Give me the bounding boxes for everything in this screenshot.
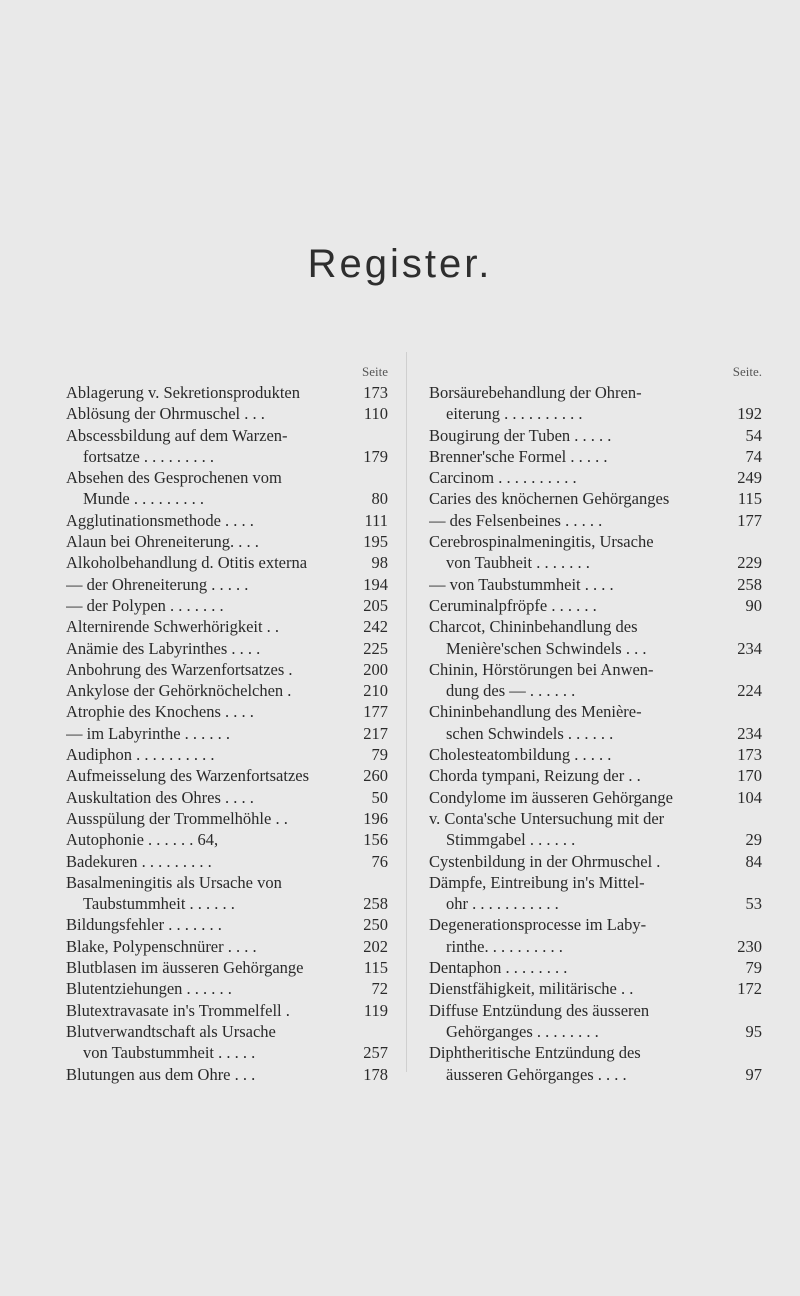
entry-text: Blutungen aus dem Ohre . . . bbox=[66, 1064, 256, 1084]
page-number: 72 bbox=[368, 978, 389, 999]
page-number: 258 bbox=[359, 893, 388, 914]
entry-text: dung des — . . . . . . bbox=[446, 681, 576, 701]
entry-text: Munde . . . . . . . . . bbox=[83, 489, 204, 509]
page-number: 230 bbox=[733, 936, 762, 957]
left-column bbox=[66, 364, 388, 1085]
entry-text: Badekuren . . . . . . . . . bbox=[66, 851, 212, 871]
entry-text: Ablösung der Ohrmuschel . . . bbox=[66, 404, 265, 424]
page-number: 173 bbox=[733, 744, 762, 765]
page-number: 242 bbox=[359, 616, 388, 637]
index-entry bbox=[66, 574, 388, 595]
page-number: 217 bbox=[359, 723, 388, 744]
index-entry bbox=[429, 1042, 762, 1063]
entry-text: Cystenbildung in der Ohrmuschel . bbox=[429, 851, 661, 871]
entry-text: Cholesteatombildung . . . . . bbox=[429, 745, 612, 765]
index-entry bbox=[66, 872, 388, 893]
entry-text: Anämie des Labyrinthes . . . . bbox=[66, 638, 261, 658]
index-entry bbox=[429, 914, 762, 935]
page-number: 200 bbox=[359, 659, 388, 680]
entry-text: Dämpfe, Eintreibung in's Mittel- bbox=[429, 872, 645, 892]
index-entry bbox=[429, 1000, 762, 1021]
page-number: 179 bbox=[359, 446, 388, 467]
index-entry bbox=[66, 808, 388, 829]
entry-text: Dentaphon . . . . . . . . bbox=[429, 958, 568, 978]
entry-text: Diphtheritische Entzündung des bbox=[429, 1043, 641, 1063]
page-number: 172 bbox=[733, 978, 762, 999]
page-number: 229 bbox=[733, 552, 762, 573]
page-number: 115 bbox=[360, 957, 388, 978]
entry-text: Caries des knöchernen Gehörganges bbox=[429, 489, 670, 509]
page-number: 97 bbox=[742, 1064, 763, 1085]
index-entry bbox=[429, 531, 762, 552]
index-entry bbox=[66, 851, 388, 872]
entry-text: Ausspülung der Trommelhöhle . . bbox=[66, 808, 288, 828]
index-entry bbox=[429, 723, 762, 744]
entry-text: Ceruminalpfröpfe . . . . . . bbox=[429, 595, 597, 615]
index-entry bbox=[66, 531, 388, 552]
page-number: 115 bbox=[734, 488, 762, 509]
index-entry bbox=[429, 680, 762, 701]
entry-text: ohr . . . . . . . . . . . bbox=[446, 894, 559, 914]
entry-text: — der Ohreneiterung . . . . . bbox=[66, 574, 249, 594]
page-number: 194 bbox=[359, 574, 388, 595]
entry-text: Charcot, Chininbehandlung des bbox=[429, 617, 638, 637]
index-entry bbox=[429, 1064, 762, 1085]
index-entry bbox=[66, 723, 388, 744]
page-number: 119 bbox=[360, 1000, 388, 1021]
entry-text: Agglutinationsmethode . . . . bbox=[66, 510, 254, 530]
entry-text: rinthe. . . . . . . . . . bbox=[446, 936, 563, 956]
page-number: 29 bbox=[742, 829, 763, 850]
entry-text: Ankylose der Gehörknöchelchen . bbox=[66, 681, 292, 701]
page-number: 234 bbox=[733, 638, 762, 659]
entry-text: von Taubstummheit . . . . . bbox=[83, 1043, 256, 1063]
index-entry bbox=[66, 467, 388, 488]
entry-text: Blutverwandtschaft als Ursache bbox=[66, 1021, 276, 1041]
index-entry bbox=[66, 638, 388, 659]
entry-text: von Taubheit . . . . . . . bbox=[446, 553, 590, 573]
index-entry bbox=[429, 851, 762, 872]
page-number: 249 bbox=[733, 467, 762, 488]
page-number: 260 bbox=[359, 765, 388, 786]
entry-text: — im Labyrinthe . . . . . . bbox=[66, 723, 231, 743]
index-entry bbox=[429, 552, 762, 573]
index-entry bbox=[429, 446, 762, 467]
entry-text: Abscessbildung auf dem Warzen- bbox=[66, 425, 288, 445]
entry-text: Menière'schen Schwindels . . . bbox=[446, 638, 647, 658]
entry-text: Bougirung der Tuben . . . . . bbox=[429, 425, 612, 445]
index-entry bbox=[66, 978, 388, 999]
right-entries bbox=[429, 382, 762, 1085]
page-number: 111 bbox=[360, 510, 388, 531]
page-number: 250 bbox=[359, 914, 388, 935]
index-entry bbox=[429, 574, 762, 595]
page-number: 76 bbox=[368, 851, 389, 872]
entry-text: äusseren Gehörganges . . . . bbox=[446, 1064, 627, 1084]
page-number: 225 bbox=[359, 638, 388, 659]
entry-text: Brenner'sche Formel . . . . . bbox=[429, 446, 608, 466]
page-number: 79 bbox=[742, 957, 763, 978]
entry-text: Autophonie . . . . . . 64, bbox=[66, 830, 219, 850]
index-entry bbox=[429, 616, 762, 637]
index-entry bbox=[66, 616, 388, 637]
index-entry bbox=[429, 744, 762, 765]
index-entry bbox=[429, 510, 762, 531]
page-number: 84 bbox=[742, 851, 763, 872]
index-entry bbox=[429, 808, 762, 829]
index-entry bbox=[66, 425, 388, 446]
page-number: 50 bbox=[368, 787, 389, 808]
index-entry bbox=[66, 382, 388, 403]
page-number: 74 bbox=[742, 446, 763, 467]
index-entry bbox=[66, 595, 388, 616]
page-number: 234 bbox=[733, 723, 762, 744]
index-entry bbox=[66, 1042, 388, 1063]
index-entry bbox=[66, 936, 388, 957]
entry-text: Dienstfähigkeit, militärische . . bbox=[429, 979, 634, 999]
index-entry bbox=[429, 765, 762, 786]
column-divider bbox=[406, 352, 407, 1072]
seite-header-right: Seite. bbox=[732, 364, 762, 379]
index-entry bbox=[66, 659, 388, 680]
index-entry bbox=[429, 829, 762, 850]
entry-text: Taubstummheit . . . . . . bbox=[83, 894, 235, 914]
page-number: 53 bbox=[742, 893, 763, 914]
index-entry bbox=[66, 701, 388, 722]
index-entry bbox=[66, 1000, 388, 1021]
index-entry bbox=[66, 1064, 388, 1085]
page-number: 110 bbox=[360, 403, 388, 424]
entry-text: Chinin, Hörstörungen bei Anwen- bbox=[429, 659, 654, 679]
page-number: 258 bbox=[733, 574, 762, 595]
index-entry bbox=[429, 382, 762, 403]
index-entry bbox=[429, 787, 762, 808]
index-entry bbox=[429, 893, 762, 914]
entry-text: — des Felsenbeines . . . . . bbox=[429, 510, 603, 530]
index-entry bbox=[66, 403, 388, 424]
entry-text: Aufmeisselung des Warzenfortsatzes bbox=[66, 766, 310, 786]
page-number: 156 bbox=[359, 829, 388, 850]
index-entry bbox=[66, 680, 388, 701]
index-entry bbox=[66, 1021, 388, 1042]
entry-text: Atrophie des Knochens . . . . bbox=[66, 702, 254, 722]
left-entries bbox=[66, 382, 388, 1085]
entry-text: fortsatze . . . . . . . . . bbox=[83, 446, 215, 466]
entry-text: Alaun bei Ohreneiterung. . . . bbox=[66, 532, 259, 552]
entry-text: v. Conta'sche Untersuchung mit der bbox=[429, 808, 665, 828]
entry-text: Condylome im äusseren Gehörgange bbox=[429, 787, 673, 807]
entry-text: schen Schwindels . . . . . . bbox=[446, 723, 614, 743]
page-number: 202 bbox=[359, 936, 388, 957]
index-entry bbox=[429, 957, 762, 978]
entry-text: Absehen des Gesprochenen vom bbox=[66, 468, 282, 488]
index-entry bbox=[66, 765, 388, 786]
page-number: 95 bbox=[742, 1021, 763, 1042]
entry-text: Basalmeningitis als Ursache von bbox=[66, 872, 282, 892]
index-entry bbox=[66, 446, 388, 467]
page-number: 178 bbox=[359, 1064, 388, 1085]
page-number: 170 bbox=[733, 765, 762, 786]
page-number: 98 bbox=[368, 552, 389, 573]
index-entry bbox=[429, 1021, 762, 1042]
page-number: 177 bbox=[359, 701, 388, 722]
entry-text: Gehörganges . . . . . . . . bbox=[446, 1021, 599, 1041]
index-entry bbox=[66, 957, 388, 978]
page-number: 79 bbox=[368, 744, 389, 765]
index-entry bbox=[429, 659, 762, 680]
entry-text: Blutextravasate in's Trommelfell . bbox=[66, 1000, 290, 1020]
page-number: 54 bbox=[742, 425, 763, 446]
entry-text: Anbohrung des Warzenfortsatzes . bbox=[66, 659, 293, 679]
entry-text: Carcinom . . . . . . . . . . bbox=[429, 468, 577, 488]
index-entry bbox=[66, 488, 388, 509]
index-entry bbox=[429, 425, 762, 446]
index-entry bbox=[66, 893, 388, 914]
entry-text: Stimmgabel . . . . . . bbox=[446, 830, 576, 850]
index-entry bbox=[429, 638, 762, 659]
index-entry bbox=[66, 744, 388, 765]
entry-text: Alkoholbehandlung d. Otitis externa bbox=[66, 553, 308, 573]
entry-text: Ablagerung v. Sekretionsprodukten bbox=[66, 383, 301, 402]
index-entry bbox=[429, 488, 762, 509]
page-number: 196 bbox=[359, 808, 388, 829]
index-entry bbox=[429, 595, 762, 616]
entry-text: Diffuse Entzündung des äusseren bbox=[429, 1000, 650, 1020]
page-title: Register. bbox=[307, 242, 493, 286]
entry-text: Degenerationsprocesse im Laby- bbox=[429, 915, 647, 935]
index-entry bbox=[429, 936, 762, 957]
page-number: 104 bbox=[733, 787, 762, 808]
right-column bbox=[429, 364, 762, 1085]
entry-text: — der Polypen . . . . . . . bbox=[66, 595, 224, 615]
index-entry bbox=[66, 510, 388, 531]
entry-text: Chorda tympani, Reizung der . . bbox=[429, 766, 641, 786]
index-entry bbox=[429, 701, 762, 722]
entry-text: Chininbehandlung des Menière- bbox=[429, 702, 642, 722]
entry-text: Blutentziehungen . . . . . . bbox=[66, 979, 232, 999]
page-number: 195 bbox=[359, 531, 388, 552]
page-number: 210 bbox=[359, 680, 388, 701]
page-number: 177 bbox=[733, 510, 762, 531]
seite-header-left: Seite bbox=[362, 364, 388, 379]
page-number: 173 bbox=[359, 382, 388, 403]
page-number: 224 bbox=[733, 680, 762, 701]
index-entry bbox=[429, 403, 762, 424]
page-number: 205 bbox=[359, 595, 388, 616]
entry-text: Blutblasen im äusseren Gehörgange bbox=[66, 958, 304, 978]
page-number: 90 bbox=[742, 595, 763, 616]
entry-text: Alternirende Schwerhörigkeit . . bbox=[66, 617, 280, 637]
page-number: 192 bbox=[733, 403, 762, 424]
entry-text: — von Taubstummheit . . . . bbox=[429, 574, 614, 594]
index-entry bbox=[429, 978, 762, 999]
index-entry bbox=[66, 552, 388, 573]
index-entry bbox=[429, 467, 762, 488]
entry-text: Blake, Polypenschnürer . . . . bbox=[66, 936, 257, 956]
entry-text: Borsäurebehandlung der Ohren- bbox=[429, 383, 642, 402]
page-number: 257 bbox=[359, 1042, 388, 1063]
index-entry bbox=[66, 914, 388, 935]
entry-text: eiterung . . . . . . . . . . bbox=[446, 404, 583, 424]
entry-text: Audiphon . . . . . . . . . . bbox=[66, 745, 215, 765]
entry-text: Auskultation des Ohres . . . . bbox=[66, 787, 254, 807]
page-number: 80 bbox=[368, 488, 389, 509]
index-entry bbox=[66, 829, 388, 850]
index-entry bbox=[429, 872, 762, 893]
entry-text: Cerebrospinalmeningitis, Ursache bbox=[429, 532, 654, 552]
entry-text: Bildungsfehler . . . . . . . bbox=[66, 915, 222, 935]
index-entry bbox=[66, 787, 388, 808]
